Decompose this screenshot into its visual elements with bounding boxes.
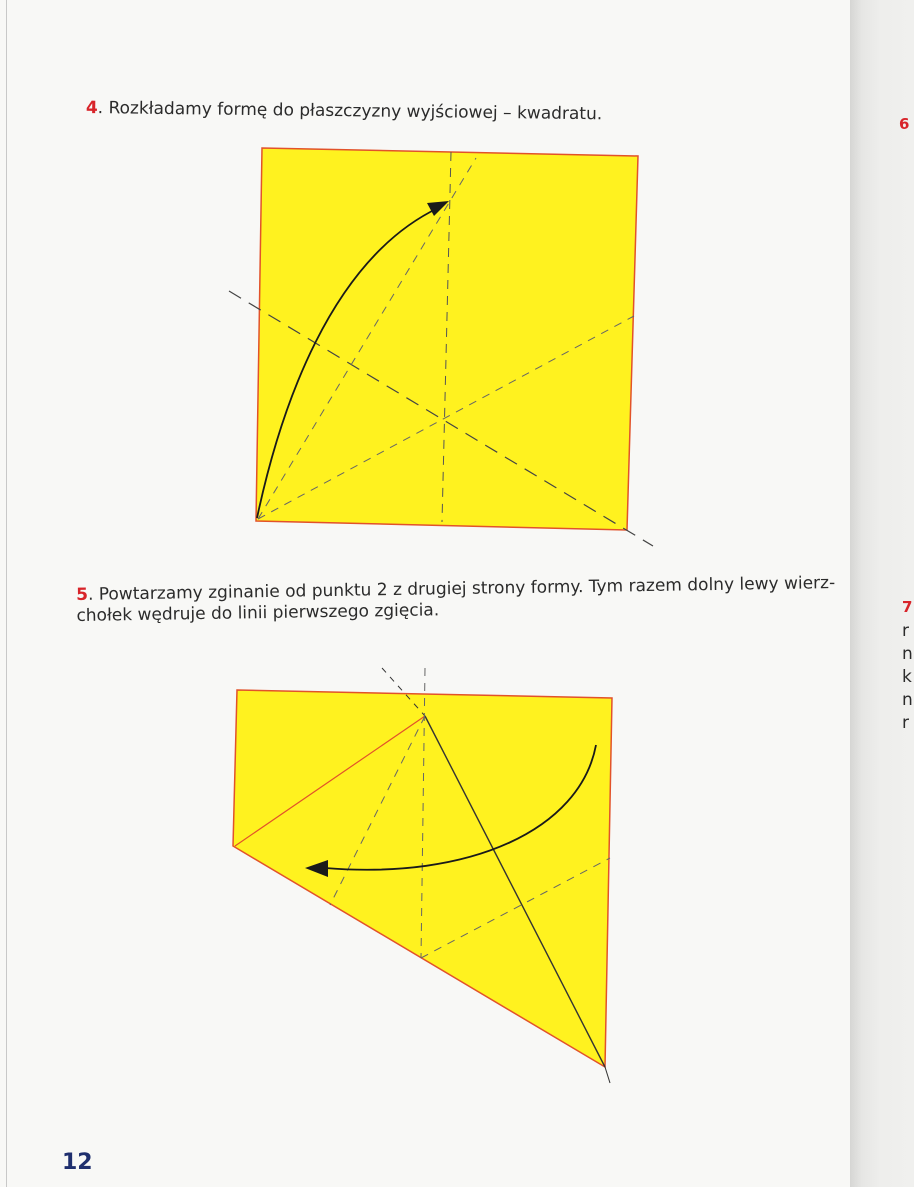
step-5-text-1: . Powtarzamy zginanie od punktu 2 z drugiej strony formy. Tym razem dolny lewy wierz- <box>87 573 836 605</box>
right-text-fragment: k <box>902 667 912 687</box>
right-text-fragment: n <box>902 690 913 710</box>
step-5-line-2: chołek wędruje do linii pierwszego zgięcia. <box>76 600 440 626</box>
fold-extension-bottom <box>605 1067 610 1083</box>
page-number: 12 <box>62 1150 93 1175</box>
step-4-text: . Rozkładamy formę do płaszczyzny wyjściowej – kwadratu. <box>97 98 603 125</box>
right-text-fragment: r <box>902 621 909 641</box>
right-step-6-number: 6 <box>899 115 910 133</box>
step-4-number: 4 <box>85 98 98 119</box>
right-text-fragment: r <box>902 713 909 733</box>
right-step-7-number: 7 <box>902 598 913 616</box>
right-text-fragment: n <box>902 644 913 664</box>
step-5-number: 5 <box>76 584 89 605</box>
